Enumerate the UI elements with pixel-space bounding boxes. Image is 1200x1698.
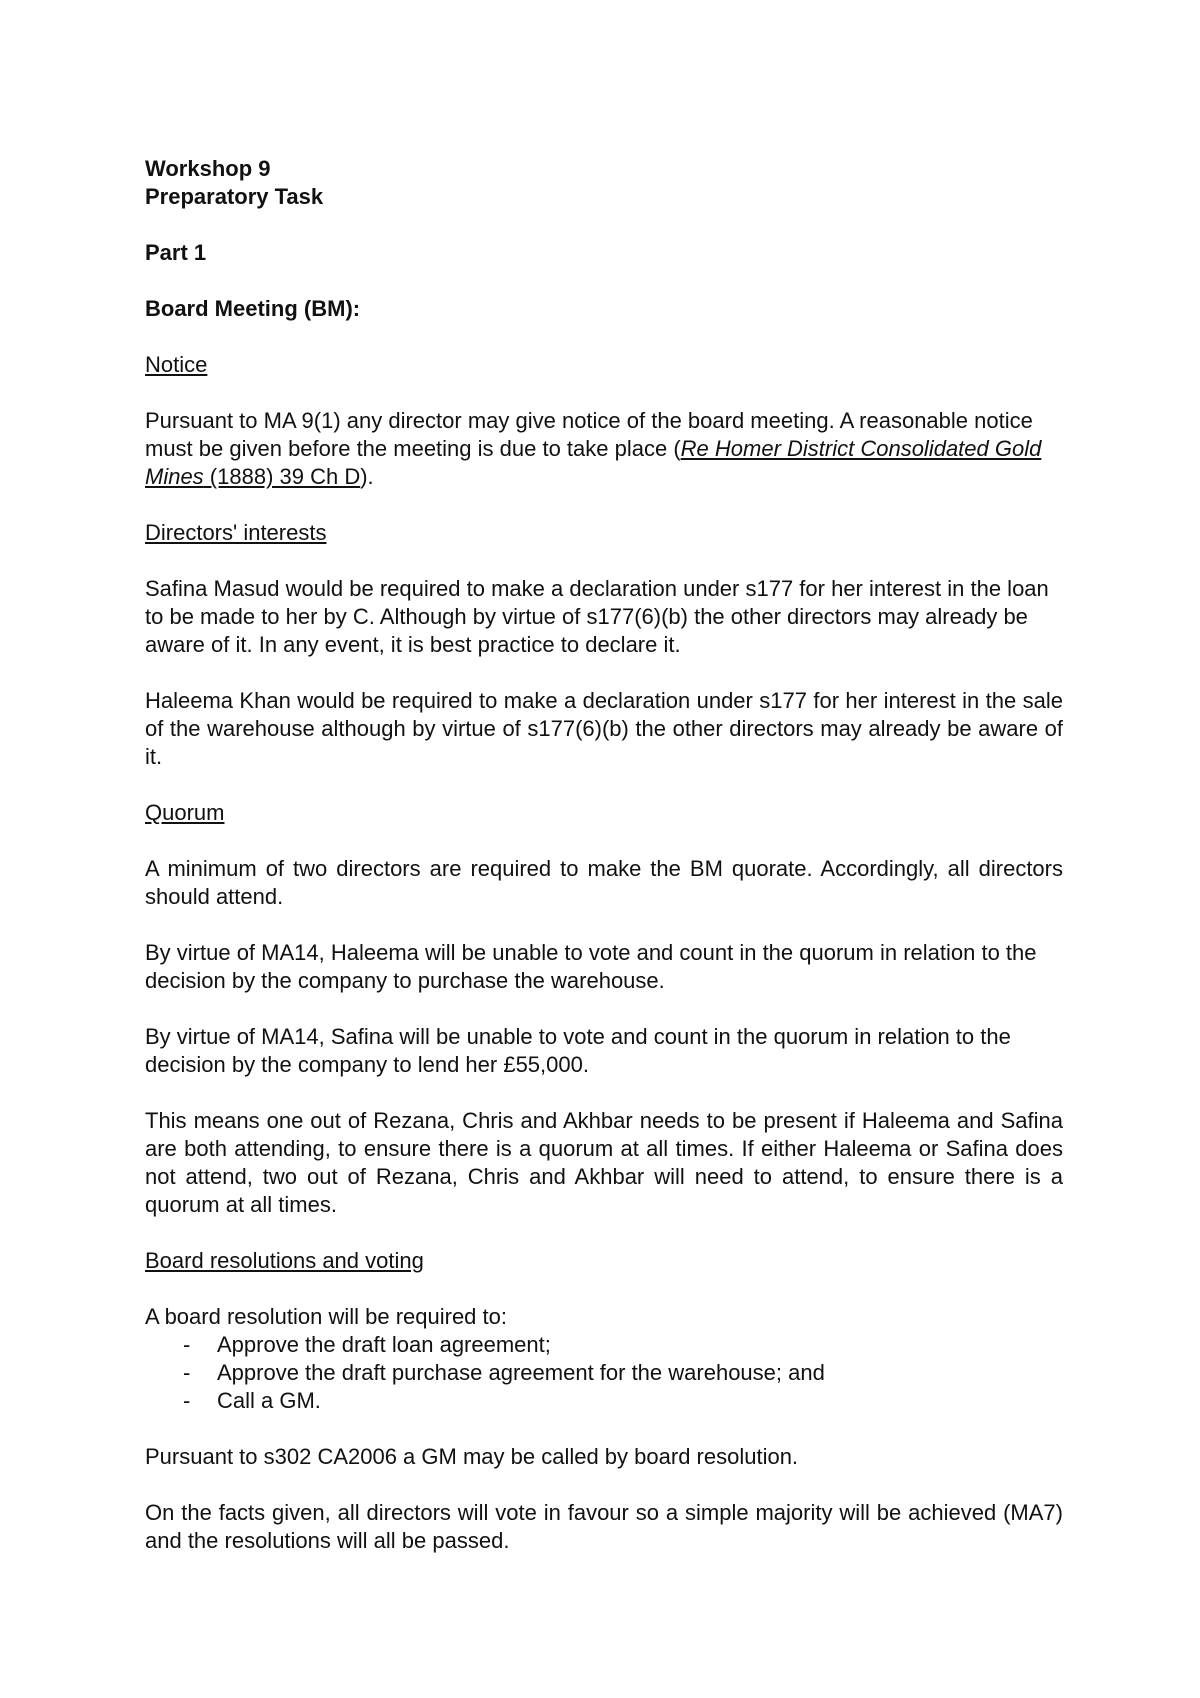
quorum-paragraph-4: This means one out of Rezana, Chris and Akhbar needs to be present if Haleema and Safina are both attending, to ensure there is a quorum at all times. If either Haleema or Safina does not attend, two out of Rezana, Chris and Akhbar will need to attend, to ensure there is a quorum at all times. [145, 1108, 1063, 1217]
dash-bullet: - [183, 1332, 191, 1357]
notice-text-end: ). [360, 464, 374, 489]
case-reference: (1888) 39 Ch D [203, 464, 361, 489]
directors-interests-heading: Directors' interests [145, 520, 327, 545]
case-name: Re Homer District Consolidated Gold Mines [145, 436, 1042, 489]
list-item-text: Approve the draft purchase agreement for the warehouse; and [217, 1360, 825, 1385]
resolutions-paragraph-2: On the facts given, all directors will vote in favour so a simple majority will be achieved (MA7) and the resolutions will all be passed. [145, 1500, 1063, 1553]
resolutions-paragraph-1: Pursuant to s302 CA2006 a GM may be called by board resolution. [145, 1444, 799, 1469]
resolutions-intro: A board resolution will be required to: [145, 1304, 507, 1329]
dash-bullet: - [183, 1388, 191, 1413]
list-item [145, 1359, 1063, 1387]
section-heading: Board Meeting (BM): [145, 296, 361, 321]
quorum-paragraph-1: A minimum of two directors are required to make the BM quorate. Accordingly, all directors should attend. [145, 856, 1063, 909]
list-item [145, 1387, 1063, 1415]
dash-bullet: - [183, 1360, 191, 1385]
quorum-paragraph-3: By virtue of MA14, Safina will be unable to vote and count in the quorum in relation to the decision by the company to lend her £55,000. [145, 1024, 1011, 1077]
list-item-text: Approve the draft loan agreement; [217, 1332, 551, 1357]
document-body [145, 155, 1063, 1555]
part-heading: Part 1 [145, 240, 207, 265]
list-item [145, 1331, 1063, 1359]
notice-paragraph [145, 407, 1063, 491]
directors-interests-paragraph-1: Safina Masud would be required to make a declaration under s177 for her interest in the loan to be made to her by C. Although by virtue of s177(6)(b) the other directors may already be aware of it. In any event, it is best practice to declare it. [145, 576, 1049, 657]
resolutions-list [145, 1331, 1063, 1415]
quorum-heading: Quorum [145, 800, 225, 825]
quorum-paragraph-2: By virtue of MA14, Haleema will be unable to vote and count in the quorum in relation to the decision by the company to purchase the warehouse. [145, 940, 1037, 993]
notice-text: Pursuant to MA 9(1) any director may give notice of the board meeting. A reasonable notice must be given before the meeting is due to take place ( [145, 408, 1033, 461]
doc-title: Workshop 9 [145, 156, 271, 181]
doc-subtitle: Preparatory Task [145, 184, 324, 209]
notice-heading: Notice [145, 352, 208, 377]
resolutions-heading: Board resolutions and voting [145, 1248, 424, 1273]
list-item-text: Call a GM. [217, 1388, 321, 1413]
directors-interests-paragraph-2: Haleema Khan would be required to make a declaration under s177 for her interest in the sale of the warehouse although by virtue of s177(6)(b) the other directors may already be aware of it. [145, 688, 1063, 769]
